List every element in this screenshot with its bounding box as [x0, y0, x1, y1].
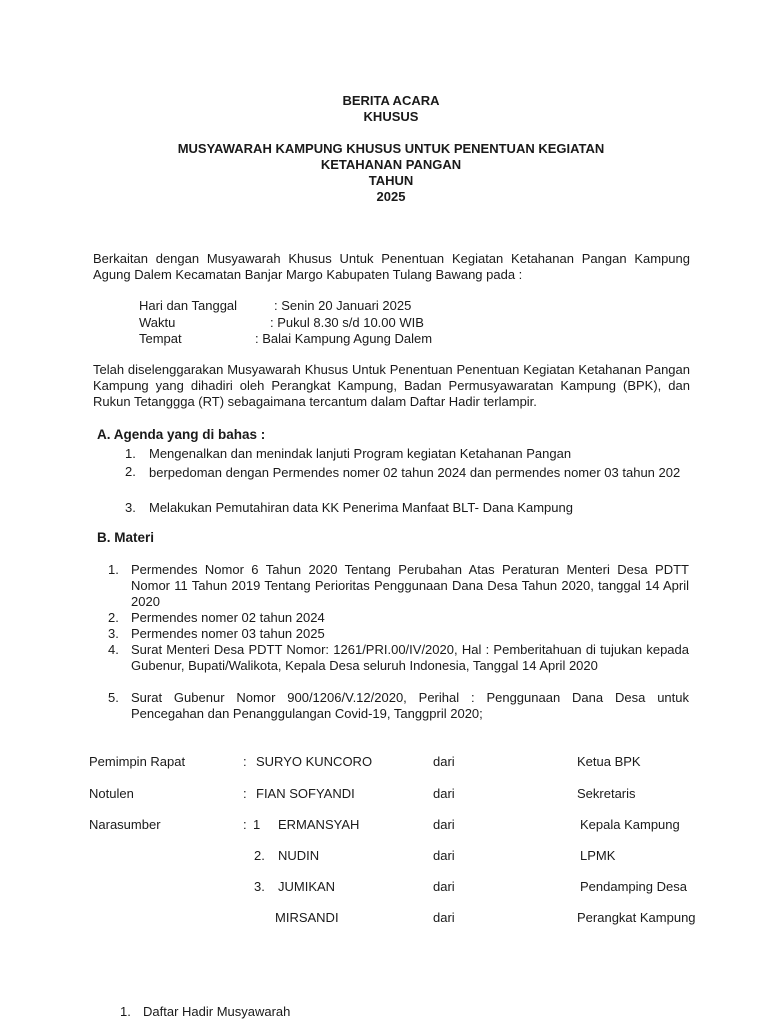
materi-heading: B. Materi	[97, 530, 155, 545]
doc-title-line1: BERITA ACARA	[342, 93, 440, 108]
attachment-item: Daftar Hadir Musyawarah	[143, 1004, 291, 1019]
agenda-item: berpedoman dengan Permendes nomer 02 tahun 2024 dan permendes nomer 03 tahun 202	[149, 465, 681, 480]
doc-title-line4: KETAHANAN PANGAN	[320, 157, 462, 172]
agenda-heading: A. Agenda yang di bahas :	[97, 427, 266, 442]
participant-number: 2.	[254, 848, 265, 863]
participant-number: 3.	[254, 879, 265, 894]
materi-item-number: 5.	[108, 690, 119, 705]
participant-colon: :	[243, 817, 247, 832]
participant-role: Notulen	[89, 786, 134, 801]
participant-dari: dari	[433, 879, 455, 894]
schedule-value-place: : Balai Kampung Agung Dalem	[255, 331, 433, 346]
participant-name: MIRSANDI	[275, 910, 339, 925]
agenda-item: Mengenalkan dan menindak lanjuti Program kegiatan Ketahanan Pangan	[149, 446, 572, 461]
participant-position: Sekretaris	[577, 786, 636, 801]
doc-title-line3: MUSYAWARAH KAMPUNG KHUSUS UNTUK PENENTUAN KEGIATAN	[177, 141, 605, 156]
materi-item: Permendes Nomor 6 Tahun 2020 Tentang Perubahan Atas Peraturan Menteri Desa PDTT Nomor 11 Tahun 2019 Tentang Perioritas Penggunaan Dana Desa Tahun 2020, tanggal 14 April 2020	[131, 562, 689, 609]
participant-name: FIAN SOFYANDI	[256, 786, 355, 801]
schedule-label-time: Waktu	[139, 315, 176, 330]
materi-item-number: 2.	[108, 610, 119, 625]
participant-position: Perangkat Kampung	[577, 910, 696, 925]
participant-name: ERMANSYAH	[278, 817, 360, 832]
schedule-value-date: : Senin 20 Januari 2025	[274, 298, 412, 313]
participant-role: Pemimpin Rapat	[89, 754, 186, 769]
participant-position: LPMK	[580, 848, 616, 863]
materi-item-number: 3.	[108, 626, 119, 641]
schedule-label-place: Tempat	[139, 331, 182, 346]
materi-item-number: 4.	[108, 642, 119, 657]
materi-item: Surat Menteri Desa PDTT Nomor: 1261/PRI.00/IV/2020, Hal : Pemberitahuan di tujukan kepada Gubenur, Bupati/Walikota, Kepala Desa seluruh Indonesia, Tanggal 14 April 2020	[131, 642, 689, 673]
participant-dari: dari	[433, 910, 455, 925]
participant-dari: dari	[433, 786, 455, 801]
doc-title-line5: TAHUN	[368, 173, 414, 188]
agenda-item-number: 2.	[125, 464, 136, 479]
intro-paragraph: Berkaitan dengan Musyawarah Khusus Untuk Penentuan Kegiatan Ketahanan Pangan Kampung Agung Dalem Kecamatan Banjar Margo Kabupaten Tulang Bawang pada :	[93, 251, 690, 282]
held-paragraph: Telah diselenggarakan Musyawarah Khusus Untuk Penentuan Penentuan Kegiatan Ketahanan Pangan Kampung yang dihadiri oleh Perangkat Kampung, Badan Permusyawaratan Kampung (BPK), dan Rukun Tetanggga (RT) sebagaimana tercantum dalam Daftar Hadir terlampir.	[93, 362, 690, 409]
schedule-label-date: Hari dan Tanggal	[139, 298, 238, 313]
participant-position: Kepala Kampung	[580, 817, 680, 832]
participant-name: JUMIKAN	[278, 879, 336, 894]
participant-dari: dari	[433, 817, 455, 832]
attachment-number: 1.	[120, 1004, 131, 1019]
participant-colon: :	[243, 786, 247, 801]
materi-item: Permendes nomer 03 tahun 2025	[131, 626, 325, 641]
agenda-item: Melakukan Pemutahiran data KK Penerima Manfaat BLT- Dana Kampung	[149, 500, 573, 515]
materi-item: Surat Gubenur Nomor 900/1206/V.12/2020, Perihal : Penggunaan Dana Desa untuk Pencegahan dan Penanggulangan Covid-19, Tanggpril 2020;	[131, 690, 689, 721]
participant-position: Ketua BPK	[577, 754, 641, 769]
doc-title-line2: KHUSUS	[363, 109, 419, 124]
participant-number: 1	[253, 817, 261, 832]
materi-item: Permendes nomer 02 tahun 2024	[131, 610, 325, 625]
participant-dari: dari	[433, 754, 455, 769]
doc-title-line6: 2025	[376, 189, 406, 204]
agenda-item-number: 3.	[125, 500, 136, 515]
participant-position: Pendamping Desa	[580, 879, 687, 894]
materi-item-number: 1.	[108, 562, 119, 577]
participant-role: Narasumber	[89, 817, 161, 832]
participant-colon: :	[243, 754, 247, 769]
participant-name: NUDIN	[278, 848, 320, 863]
participant-dari: dari	[433, 848, 455, 863]
schedule-value-time: : Pukul 8.30 s/d 10.00 WIB	[270, 315, 424, 330]
participant-name: SURYO KUNCORO	[256, 754, 373, 769]
agenda-item-number: 1.	[125, 446, 136, 461]
